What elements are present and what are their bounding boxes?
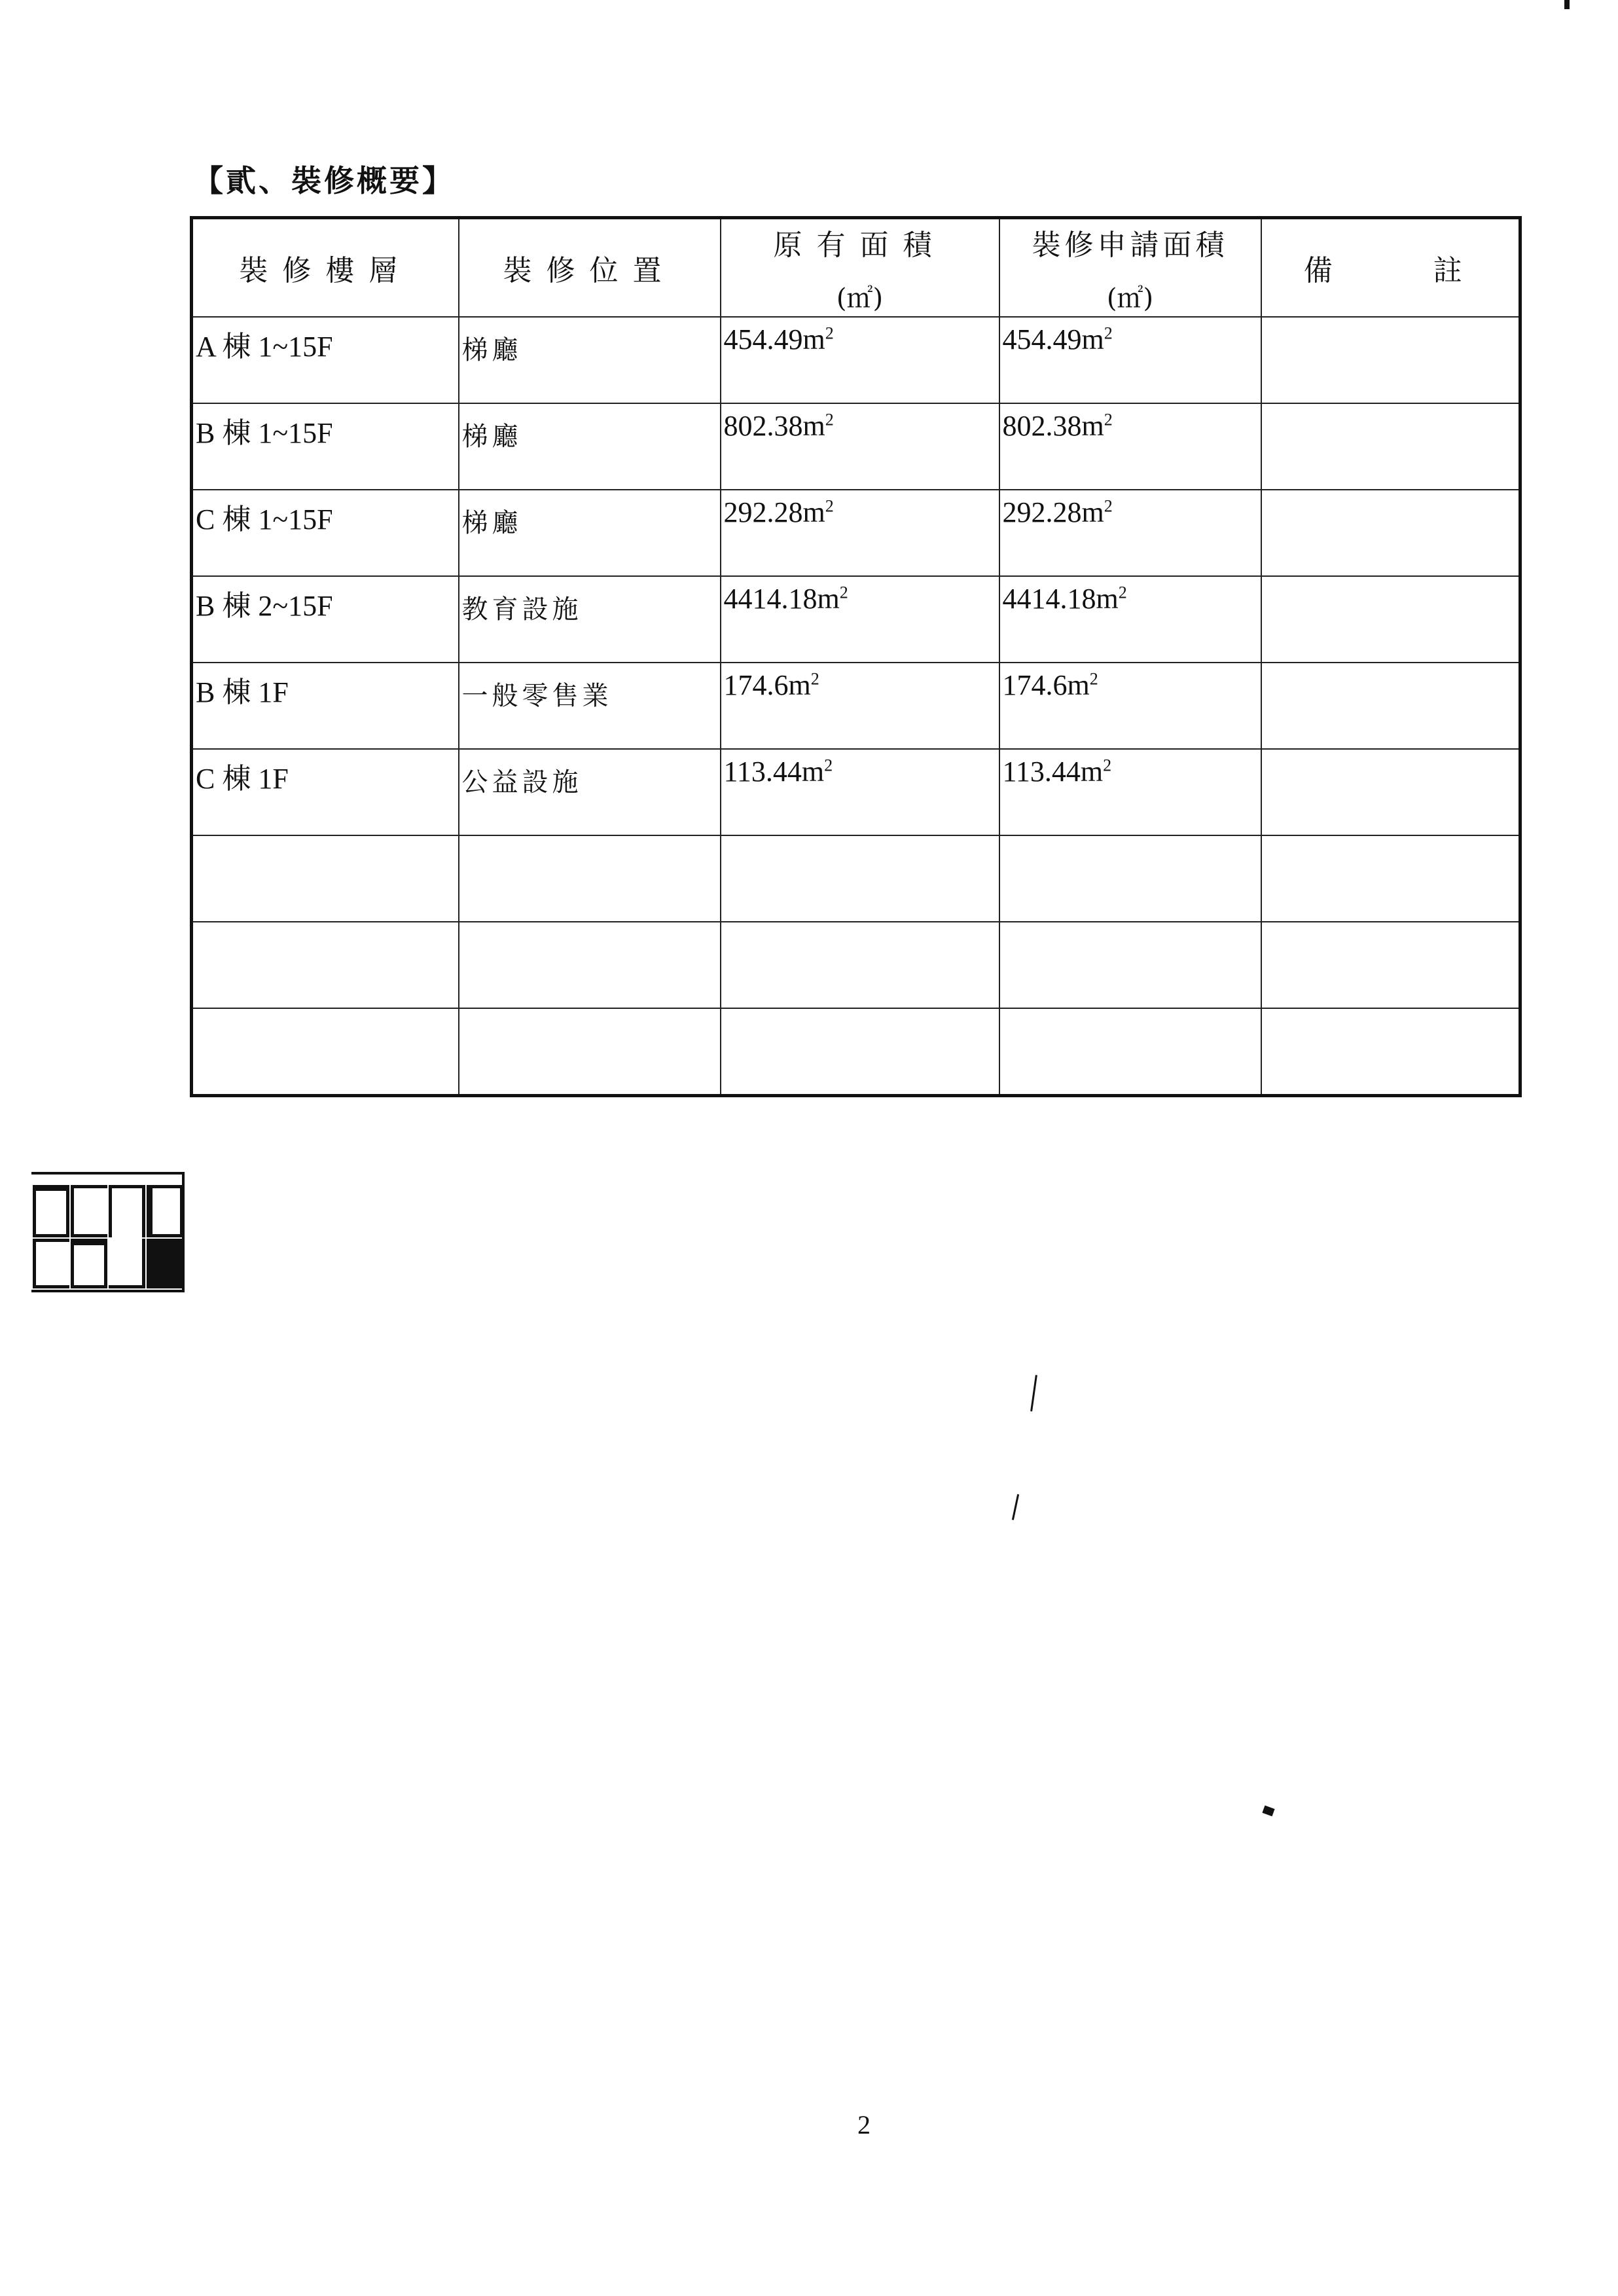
cell-applied-area [999,1008,1261,1096]
cell-applied-area [999,317,1261,403]
cell-remarks [1261,922,1520,1008]
cell-position-text: 公益設施 [461,767,583,797]
cell-applied-area [999,490,1261,576]
cell-position [459,749,721,835]
cell-remarks [1261,576,1520,663]
table-row [192,490,1520,576]
section-heading: 【貳、裝修概要】 [193,163,455,198]
cell-floor-text: C 棟 1F [196,763,289,795]
cell-original-area-text: 292.28m [723,496,825,528]
header-applied-area [999,218,1261,318]
cell-floor [192,922,459,1008]
cell-position [459,663,721,749]
area-exponent: 2 [1118,583,1127,602]
cell-floor [192,490,459,576]
header-remarks: 備 註 [1261,218,1520,318]
table-row [192,663,1520,749]
cell-position [459,403,721,490]
cell-floor-text: C 棟 1~15F [196,503,333,536]
cell-original-area [721,403,999,490]
cell-remarks [1261,490,1520,576]
page-number: 2 [857,2110,871,2140]
cell-original-area [721,835,999,922]
cell-remarks [1261,835,1520,922]
header-original-area-unit: (㎡) [836,283,884,314]
cell-applied-area-text: 454.49m [1002,323,1104,355]
cell-position [459,490,721,576]
cell-floor [192,576,459,663]
cell-applied-area-text: 174.6m [1002,669,1090,701]
cell-original-area-text: 802.38m [723,410,825,442]
area-exponent: 2 [1104,410,1113,429]
cell-original-area [721,922,999,1008]
header-floor: 裝修樓層 [192,218,459,318]
official-seal-stamp [31,1172,185,1292]
table-row [192,403,1520,490]
cell-position-text: 梯廳 [461,422,522,452]
area-exponent: 2 [1089,669,1098,689]
area-exponent: 2 [839,583,848,602]
table-header-row [192,218,1520,318]
cell-position-text: 一般零售業 [461,681,613,711]
cell-applied-area-text: 802.38m [1002,410,1104,442]
area-exponent: 2 [824,756,833,775]
cell-applied-area-text: 292.28m [1002,496,1104,528]
cell-original-area [721,749,999,835]
cell-original-area [721,576,999,663]
cell-position [459,835,721,922]
cell-floor [192,835,459,922]
table-body [192,317,1520,1096]
cell-position-text: 梯廳 [461,508,522,538]
scan-mark [1564,0,1570,9]
cell-floor [192,317,459,403]
cell-remarks [1261,1008,1520,1096]
cell-remarks [1261,317,1520,403]
cell-original-area [721,490,999,576]
table-row [192,922,1520,1008]
cell-original-area-text: 174.6m [723,669,811,701]
cell-applied-area-text: 113.44m [1002,756,1104,788]
cell-original-area [721,317,999,403]
cell-floor [192,663,459,749]
area-exponent: 2 [825,496,834,516]
header-original-area [721,218,999,318]
cell-floor [192,1008,459,1096]
cell-floor-text: B 棟 1F [196,676,289,708]
cell-floor-text: B 棟 2~15F [196,590,333,622]
cell-applied-area-text: 4414.18m [1002,583,1119,615]
cell-remarks [1261,403,1520,490]
area-exponent: 2 [1104,496,1113,516]
cell-position [459,576,721,663]
area-exponent: 2 [1103,756,1112,775]
scan-mark [1012,1494,1019,1520]
header-position: 裝修位置 [459,218,721,318]
table-row [192,576,1520,663]
cell-original-area [721,663,999,749]
cell-applied-area [999,663,1261,749]
cell-applied-area [999,835,1261,922]
cell-position [459,1008,721,1096]
table-row [192,317,1520,403]
cell-applied-area [999,749,1261,835]
table-row [192,749,1520,835]
cell-remarks [1261,663,1520,749]
header-applied-area-unit: (㎡) [1106,283,1154,314]
renovation-summary-table [190,216,1522,1097]
cell-position [459,922,721,1008]
cell-floor [192,403,459,490]
cell-position [459,317,721,403]
scan-mark [1262,1806,1274,1817]
cell-floor-text: A 棟 1~15F [196,331,333,363]
area-exponent: 2 [825,410,834,429]
cell-position-text: 梯廳 [461,335,522,365]
cell-original-area-text: 454.49m [723,323,825,355]
header-applied-area-label: 裝修申請面積 [1032,228,1229,262]
table-row [192,835,1520,922]
cell-original-area-text: 113.44m [723,756,825,788]
area-exponent: 2 [825,323,834,343]
cell-applied-area [999,922,1261,1008]
area-exponent: 2 [810,669,819,689]
cell-original-area [721,1008,999,1096]
scan-mark [1030,1375,1037,1412]
cell-floor [192,749,459,835]
cell-original-area-text: 4414.18m [723,583,840,615]
area-exponent: 2 [1104,323,1113,343]
cell-floor-text: B 棟 1~15F [196,417,333,449]
cell-applied-area [999,576,1261,663]
table-row [192,1008,1520,1096]
cell-remarks [1261,749,1520,835]
cell-position-text: 教育設施 [461,594,583,625]
cell-applied-area [999,403,1261,490]
header-original-area-label: 原有面積 [773,228,946,262]
